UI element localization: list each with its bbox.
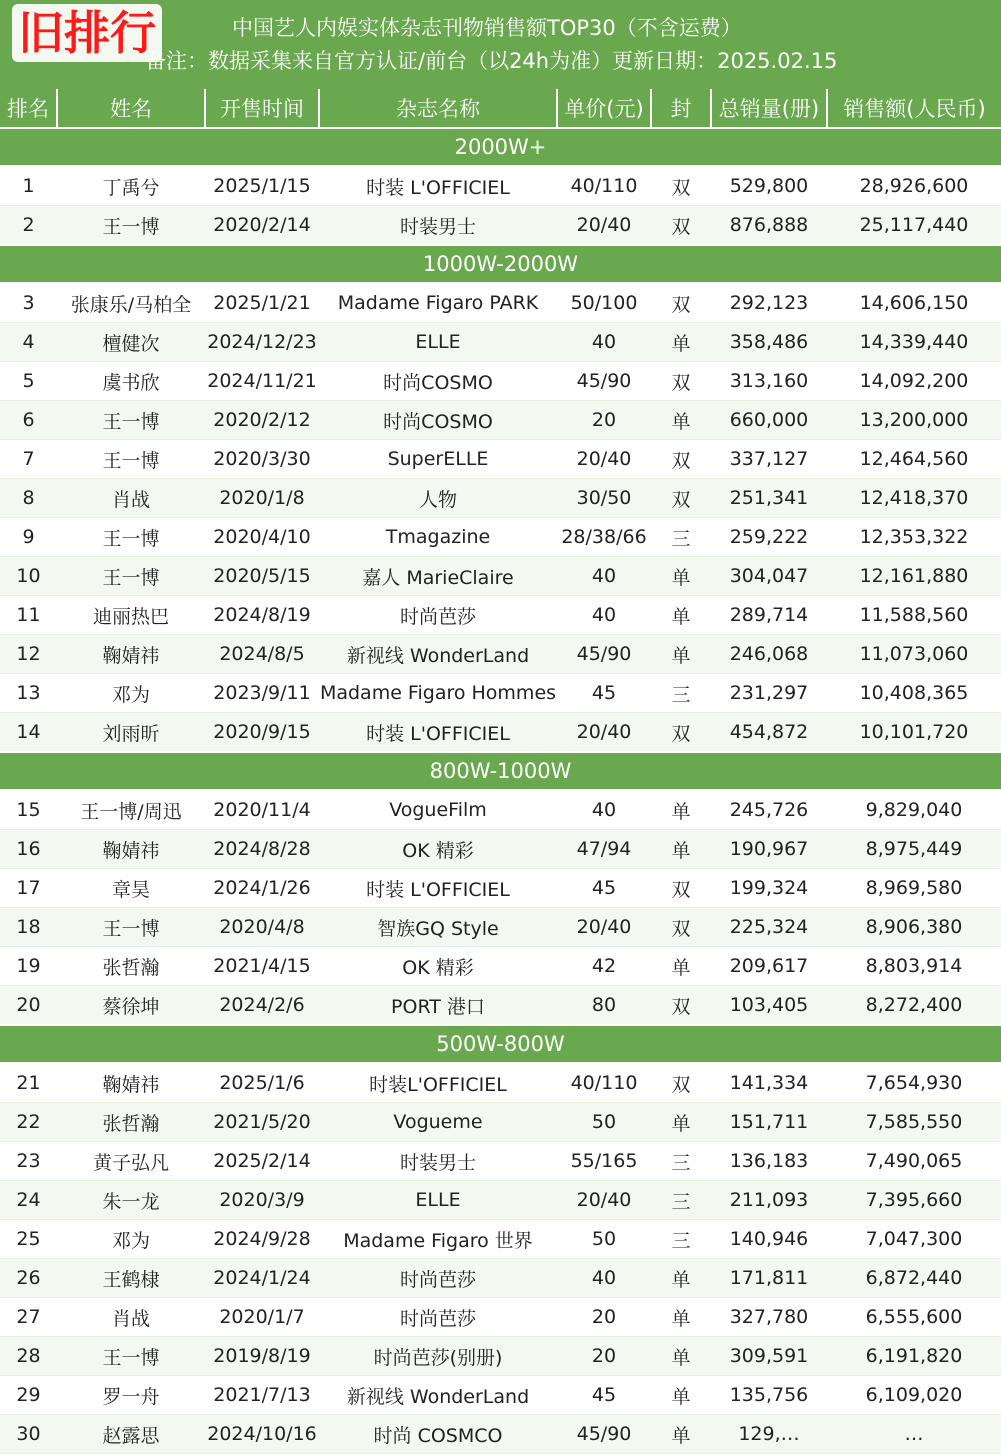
- name-cell: 王一博: [57, 206, 205, 246]
- table-row: [0, 596, 1001, 635]
- cover-cell: 双: [651, 869, 711, 908]
- price-cell: 50: [557, 1220, 651, 1259]
- name-cell: 虞书欣: [57, 362, 205, 401]
- sales-cell: 211,093: [711, 1181, 827, 1220]
- section-row: [0, 1025, 1001, 1063]
- revenue-cell: 14,339,440: [827, 323, 1001, 362]
- magazine-cell: ELLE: [319, 323, 557, 362]
- cover-cell: 单: [651, 1103, 711, 1142]
- cover-cell: 双: [651, 166, 711, 206]
- rank-cell: 15: [0, 790, 57, 830]
- revenue-cell: 6,555,600: [827, 1298, 1001, 1337]
- date-cell: 2025/2/14: [205, 1142, 319, 1181]
- date-cell: 2024/10/16: [205, 1415, 319, 1454]
- rank-cell: 8: [0, 479, 57, 518]
- cover-cell: 单: [651, 1337, 711, 1376]
- price-cell: 40: [557, 323, 651, 362]
- rank-cell: 11: [0, 596, 57, 635]
- date-cell: 2024/8/19: [205, 596, 319, 635]
- cover-cell: 三: [651, 1142, 711, 1181]
- table-header-row: [0, 89, 1001, 128]
- magazine-cell: 新视线 WonderLand: [319, 635, 557, 674]
- date-cell: 2025/1/21: [205, 283, 319, 323]
- name-cell: 蔡徐坤: [57, 986, 205, 1026]
- sales-cell: 251,341: [711, 479, 827, 518]
- revenue-cell: 12,353,322: [827, 518, 1001, 557]
- section-label: 2000W+: [0, 128, 1001, 166]
- cover-cell: 单: [651, 1415, 711, 1454]
- col-sales-header: 总销量(册): [711, 89, 827, 128]
- magazine-cell: 时尚COSMO: [319, 401, 557, 440]
- name-cell: 迪丽热巴: [57, 596, 205, 635]
- price-cell: 20: [557, 401, 651, 440]
- revenue-cell: 8,272,400: [827, 986, 1001, 1026]
- revenue-cell: 14,606,150: [827, 283, 1001, 323]
- sales-cell: 309,591: [711, 1337, 827, 1376]
- table-row: [0, 557, 1001, 596]
- price-cell: 80: [557, 986, 651, 1026]
- table-row: [0, 1337, 1001, 1376]
- magazine-cell: 时装 L'OFFICIEL: [319, 713, 557, 753]
- sales-cell: 259,222: [711, 518, 827, 557]
- magazine-cell: Vogueme: [319, 1103, 557, 1142]
- magazine-cell: OK 精彩: [319, 947, 557, 986]
- date-cell: 2024/8/5: [205, 635, 319, 674]
- magazine-cell: 嘉人 MarieClaire: [319, 557, 557, 596]
- col-rank-header: 排名: [0, 89, 57, 128]
- price-cell: 40: [557, 557, 651, 596]
- revenue-cell: 8,906,380: [827, 908, 1001, 947]
- rank-cell: 19: [0, 947, 57, 986]
- section-label: 1000W-2000W: [0, 245, 1001, 283]
- col-revenue-header: 销售额(人民币): [827, 89, 1001, 128]
- magazine-cell: VogueFilm: [319, 790, 557, 830]
- revenue-cell: 7,654,930: [827, 1063, 1001, 1103]
- cover-cell: 双: [651, 908, 711, 947]
- revenue-cell: 8,975,449: [827, 830, 1001, 869]
- date-cell: 2020/2/12: [205, 401, 319, 440]
- price-cell: 28/38/66: [557, 518, 651, 557]
- rank-cell: 25: [0, 1220, 57, 1259]
- date-cell: 2024/2/6: [205, 986, 319, 1026]
- name-cell: 朱一龙: [57, 1181, 205, 1220]
- price-cell: 45/90: [557, 1415, 651, 1454]
- rank-cell: 27: [0, 1298, 57, 1337]
- sales-cell: 129,…: [711, 1415, 827, 1454]
- revenue-cell: 7,490,065: [827, 1142, 1001, 1181]
- revenue-cell: 6,109,020: [827, 1376, 1001, 1415]
- name-cell: 张哲瀚: [57, 1103, 205, 1142]
- col-cover-header: 封: [651, 89, 711, 128]
- magazine-cell: 时尚芭莎: [319, 1298, 557, 1337]
- revenue-cell: …: [827, 1415, 1001, 1454]
- price-cell: 50: [557, 1103, 651, 1142]
- revenue-cell: 11,588,560: [827, 596, 1001, 635]
- magazine-cell: 时装 L'OFFICIEL: [319, 166, 557, 206]
- sales-cell: 876,888: [711, 206, 827, 246]
- table-row: [0, 869, 1001, 908]
- magazine-cell: Madame Figaro 世界: [319, 1220, 557, 1259]
- revenue-cell: 12,464,560: [827, 440, 1001, 479]
- sales-cell: 135,756: [711, 1376, 827, 1415]
- name-cell: 王一博: [57, 1337, 205, 1376]
- date-cell: 2023/9/11: [205, 674, 319, 713]
- date-cell: 2024/11/21: [205, 362, 319, 401]
- date-cell: 2020/5/15: [205, 557, 319, 596]
- rank-cell: 1: [0, 166, 57, 206]
- name-cell: 邓为: [57, 674, 205, 713]
- revenue-cell: 9,829,040: [827, 790, 1001, 830]
- magazine-cell: ELLE: [319, 1181, 557, 1220]
- price-cell: 45: [557, 1376, 651, 1415]
- name-cell: 鞠婧祎: [57, 635, 205, 674]
- name-cell: 丁禹兮: [57, 166, 205, 206]
- revenue-cell: 12,161,880: [827, 557, 1001, 596]
- table-row: [0, 166, 1001, 206]
- price-cell: 55/165: [557, 1142, 651, 1181]
- cover-cell: 单: [651, 596, 711, 635]
- section-label: 500W-800W: [0, 1025, 1001, 1063]
- table-row: [0, 713, 1001, 753]
- price-cell: 20/40: [557, 206, 651, 246]
- table-row: [0, 1415, 1001, 1454]
- table-row: [0, 1142, 1001, 1181]
- date-cell: 2024/1/26: [205, 869, 319, 908]
- cover-cell: 单: [651, 1376, 711, 1415]
- magazine-cell: 人物: [319, 479, 557, 518]
- sales-cell: 190,967: [711, 830, 827, 869]
- sales-cell: 171,811: [711, 1259, 827, 1298]
- magazine-cell: PORT 港口: [319, 986, 557, 1026]
- date-cell: 2021/7/13: [205, 1376, 319, 1415]
- cover-cell: 双: [651, 283, 711, 323]
- magazine-cell: 时装 L'OFFICIEL: [319, 869, 557, 908]
- col-price-header: 单价(元): [557, 89, 651, 128]
- date-cell: 2024/12/23: [205, 323, 319, 362]
- table-row: [0, 362, 1001, 401]
- rank-cell: 21: [0, 1063, 57, 1103]
- name-cell: 罗一舟: [57, 1376, 205, 1415]
- date-cell: 2021/4/15: [205, 947, 319, 986]
- price-cell: 45: [557, 869, 651, 908]
- table-row: [0, 1298, 1001, 1337]
- revenue-cell: 8,803,914: [827, 947, 1001, 986]
- sales-cell: 289,714: [711, 596, 827, 635]
- cover-cell: 三: [651, 1181, 711, 1220]
- date-cell: 2020/3/30: [205, 440, 319, 479]
- magazine-cell: 时尚 COSMCO: [319, 1415, 557, 1454]
- cover-cell: 三: [651, 518, 711, 557]
- name-cell: 肖战: [57, 1298, 205, 1337]
- magazine-cell: 时装男士: [319, 1142, 557, 1181]
- price-cell: 45: [557, 674, 651, 713]
- magazine-cell: 时装男士: [319, 206, 557, 246]
- date-cell: 2024/8/28: [205, 830, 319, 869]
- rank-cell: 20: [0, 986, 57, 1026]
- name-cell: 鞠婧祎: [57, 830, 205, 869]
- price-cell: 45/90: [557, 362, 651, 401]
- rank-cell: 18: [0, 908, 57, 947]
- table-row: [0, 947, 1001, 986]
- rank-cell: 5: [0, 362, 57, 401]
- rank-cell: 30: [0, 1415, 57, 1454]
- sales-cell: 199,324: [711, 869, 827, 908]
- table-row: [0, 283, 1001, 323]
- cover-cell: 三: [651, 1220, 711, 1259]
- name-cell: 张哲瀚: [57, 947, 205, 986]
- sales-cell: 304,047: [711, 557, 827, 596]
- cover-cell: 单: [651, 1298, 711, 1337]
- magazine-cell: 时装L'OFFICIEL: [319, 1063, 557, 1103]
- date-cell: 2024/1/24: [205, 1259, 319, 1298]
- price-cell: 20/40: [557, 1181, 651, 1220]
- magazine-cell: Madame Figaro PARK: [319, 283, 557, 323]
- sales-cell: 454,872: [711, 713, 827, 753]
- page-title: 中国艺人内娱实体杂志刊物销售额TOP30（不含运费）: [232, 16, 742, 40]
- sales-cell: 136,183: [711, 1142, 827, 1181]
- cover-cell: 双: [651, 1063, 711, 1103]
- revenue-cell: 14,092,200: [827, 362, 1001, 401]
- table-row: [0, 1376, 1001, 1415]
- section-label: 800W-1000W: [0, 752, 1001, 790]
- date-cell: 2020/1/8: [205, 479, 319, 518]
- price-cell: 40: [557, 790, 651, 830]
- revenue-cell: 28,926,600: [827, 166, 1001, 206]
- section-row: [0, 752, 1001, 790]
- name-cell: 章昊: [57, 869, 205, 908]
- name-cell: 王一博/周迅: [57, 790, 205, 830]
- rank-cell: 10: [0, 557, 57, 596]
- sales-cell: 246,068: [711, 635, 827, 674]
- price-cell: 50/100: [557, 283, 651, 323]
- revenue-cell: 7,047,300: [827, 1220, 1001, 1259]
- cover-cell: 双: [651, 362, 711, 401]
- rank-cell: 23: [0, 1142, 57, 1181]
- magazine-cell: 时尚COSMO: [319, 362, 557, 401]
- revenue-cell: 13,200,000: [827, 401, 1001, 440]
- name-cell: 鞠婧祎: [57, 1063, 205, 1103]
- cover-cell: 单: [651, 635, 711, 674]
- table-body: [0, 128, 1001, 1454]
- rank-cell: 16: [0, 830, 57, 869]
- rank-cell: 14: [0, 713, 57, 753]
- rank-cell: 13: [0, 674, 57, 713]
- sales-cell: 292,123: [711, 283, 827, 323]
- revenue-cell: 10,408,365: [827, 674, 1001, 713]
- cover-cell: 单: [651, 790, 711, 830]
- table-row: [0, 830, 1001, 869]
- price-cell: 20/40: [557, 908, 651, 947]
- date-cell: 2020/4/10: [205, 518, 319, 557]
- revenue-cell: 12,418,370: [827, 479, 1001, 518]
- cover-cell: 单: [651, 830, 711, 869]
- cover-cell: 双: [651, 440, 711, 479]
- price-cell: 20: [557, 1298, 651, 1337]
- price-cell: 42: [557, 947, 651, 986]
- name-cell: 邓为: [57, 1220, 205, 1259]
- name-cell: 肖战: [57, 479, 205, 518]
- revenue-cell: 11,073,060: [827, 635, 1001, 674]
- sales-cell: 358,486: [711, 323, 827, 362]
- cover-cell: 单: [651, 401, 711, 440]
- table-row: [0, 401, 1001, 440]
- rank-cell: 12: [0, 635, 57, 674]
- date-cell: 2020/9/15: [205, 713, 319, 753]
- cover-cell: 单: [651, 1259, 711, 1298]
- magazine-cell: SuperELLE: [319, 440, 557, 479]
- sales-cell: 225,324: [711, 908, 827, 947]
- cover-cell: 单: [651, 323, 711, 362]
- table-row: [0, 1103, 1001, 1142]
- rank-cell: 22: [0, 1103, 57, 1142]
- cover-cell: 三: [651, 674, 711, 713]
- name-cell: 王一博: [57, 518, 205, 557]
- name-cell: 王一博: [57, 440, 205, 479]
- table-row: [0, 440, 1001, 479]
- header-banner: [0, 0, 1001, 89]
- date-cell: 2024/9/28: [205, 1220, 319, 1259]
- sales-cell: 140,946: [711, 1220, 827, 1259]
- name-cell: 王一博: [57, 557, 205, 596]
- price-cell: 20/40: [557, 440, 651, 479]
- revenue-cell: 25,117,440: [827, 206, 1001, 246]
- magazine-cell: 新视线 WonderLand: [319, 1376, 557, 1415]
- magazine-cell: Tmagazine: [319, 518, 557, 557]
- price-cell: 40/110: [557, 166, 651, 206]
- price-cell: 40: [557, 1259, 651, 1298]
- cover-cell: 双: [651, 206, 711, 246]
- date-cell: 2020/11/4: [205, 790, 319, 830]
- price-cell: 20: [557, 1337, 651, 1376]
- sales-cell: 327,780: [711, 1298, 827, 1337]
- rank-cell: 7: [0, 440, 57, 479]
- table-row: [0, 479, 1001, 518]
- old-ranking-badge: 旧排行: [12, 4, 162, 62]
- revenue-cell: 6,191,820: [827, 1337, 1001, 1376]
- table-row: [0, 206, 1001, 246]
- rank-cell: 28: [0, 1337, 57, 1376]
- page-subtitle: 备注：数据采集来自官方认证/前台（以24h为准）更新日期：2025.02.15: [145, 49, 838, 73]
- revenue-cell: 8,969,580: [827, 869, 1001, 908]
- rank-cell: 4: [0, 323, 57, 362]
- table-row: [0, 1063, 1001, 1103]
- date-cell: 2020/4/8: [205, 908, 319, 947]
- revenue-cell: 10,101,720: [827, 713, 1001, 753]
- magazine-cell: OK 精彩: [319, 830, 557, 869]
- revenue-cell: 7,395,660: [827, 1181, 1001, 1220]
- col-magazine-header: 杂志名称: [319, 89, 557, 128]
- rank-cell: 29: [0, 1376, 57, 1415]
- magazine-cell: 时尚芭莎(别册): [319, 1337, 557, 1376]
- table-row: [0, 790, 1001, 830]
- cover-cell: 双: [651, 479, 711, 518]
- price-cell: 47/94: [557, 830, 651, 869]
- sales-cell: 245,726: [711, 790, 827, 830]
- name-cell: 王一博: [57, 401, 205, 440]
- magazine-cell: 时尚芭莎: [319, 1259, 557, 1298]
- cover-cell: 双: [651, 986, 711, 1026]
- sales-cell: 529,800: [711, 166, 827, 206]
- date-cell: 2021/5/20: [205, 1103, 319, 1142]
- magazine-cell: 智族GQ Style: [319, 908, 557, 947]
- date-cell: 2020/3/9: [205, 1181, 319, 1220]
- sales-cell: 141,334: [711, 1063, 827, 1103]
- col-name-header: 姓名: [57, 89, 205, 128]
- sales-cell: 151,711: [711, 1103, 827, 1142]
- rank-cell: 17: [0, 869, 57, 908]
- rank-cell: 26: [0, 1259, 57, 1298]
- date-cell: 2025/1/6: [205, 1063, 319, 1103]
- name-cell: 王一博: [57, 908, 205, 947]
- cover-cell: 单: [651, 947, 711, 986]
- table-row: [0, 323, 1001, 362]
- date-cell: 2019/8/19: [205, 1337, 319, 1376]
- price-cell: 40/110: [557, 1063, 651, 1103]
- rank-cell: 2: [0, 206, 57, 246]
- revenue-cell: 7,585,550: [827, 1103, 1001, 1142]
- sales-cell: 337,127: [711, 440, 827, 479]
- rank-cell: 24: [0, 1181, 57, 1220]
- name-cell: 赵露思: [57, 1415, 205, 1454]
- section-row: [0, 128, 1001, 166]
- date-cell: 2025/1/15: [205, 166, 319, 206]
- table-row: [0, 1259, 1001, 1298]
- date-cell: 2020/1/7: [205, 1298, 319, 1337]
- table-row: [0, 635, 1001, 674]
- magazine-cell: Madame Figaro Hommes: [319, 674, 557, 713]
- price-cell: 20/40: [557, 713, 651, 753]
- sales-cell: 103,405: [711, 986, 827, 1026]
- name-cell: 张康乐/马柏全: [57, 283, 205, 323]
- table-row: [0, 908, 1001, 947]
- rank-cell: 3: [0, 283, 57, 323]
- cover-cell: 双: [651, 713, 711, 753]
- table-row: [0, 518, 1001, 557]
- name-cell: 刘雨昕: [57, 713, 205, 753]
- revenue-cell: 6,872,440: [827, 1259, 1001, 1298]
- name-cell: 王鹤棣: [57, 1259, 205, 1298]
- sales-cell: 660,000: [711, 401, 827, 440]
- price-cell: 45/90: [557, 635, 651, 674]
- table-row: [0, 674, 1001, 713]
- sales-cell: 209,617: [711, 947, 827, 986]
- price-cell: 40: [557, 596, 651, 635]
- price-cell: 30/50: [557, 479, 651, 518]
- rank-cell: 6: [0, 401, 57, 440]
- sales-cell: 313,160: [711, 362, 827, 401]
- cover-cell: 单: [651, 557, 711, 596]
- date-cell: 2020/2/14: [205, 206, 319, 246]
- table-row: [0, 1220, 1001, 1259]
- col-date-header: 开售时间: [205, 89, 319, 128]
- table-row: [0, 1181, 1001, 1220]
- name-cell: 檀健次: [57, 323, 205, 362]
- rank-cell: 9: [0, 518, 57, 557]
- name-cell: 黄子弘凡: [57, 1142, 205, 1181]
- section-row: [0, 245, 1001, 283]
- table-row: [0, 986, 1001, 1026]
- magazine-cell: 时尚芭莎: [319, 596, 557, 635]
- sales-cell: 231,297: [711, 674, 827, 713]
- ranking-table: [0, 89, 1001, 1454]
